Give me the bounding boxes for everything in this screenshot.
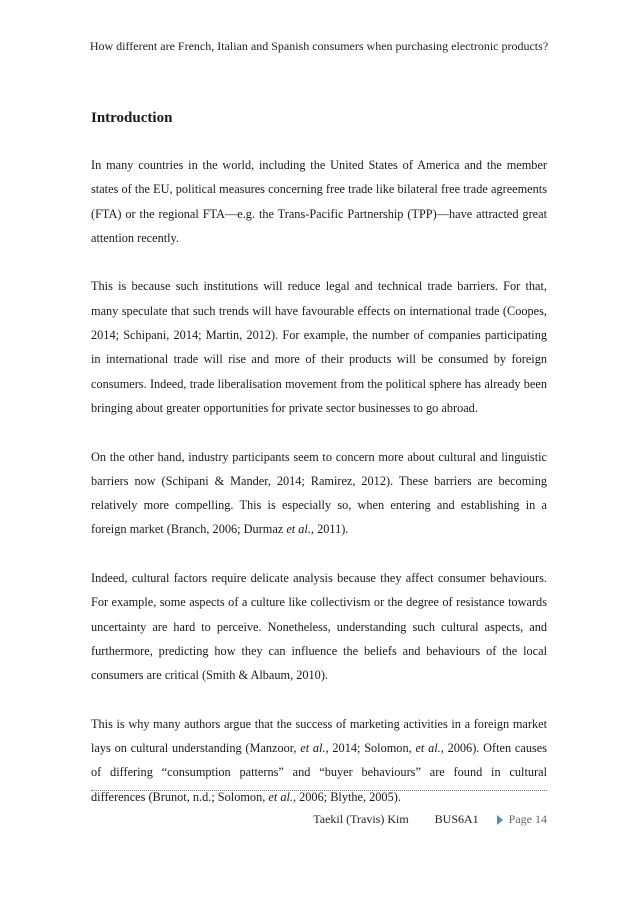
footer-author: Taekil (Travis) Kim — [313, 812, 409, 826]
page-footer — [313, 812, 547, 827]
text-run: Indeed, cultural factors require delicate analysis because they affect consumer behaviours. For example, some aspects of a culture like collectivism or the degree of resistance towards uncertainty are hard to perceive. Nonetheless, understanding such cultural aspects, and furthermore, predicting how they can influence the beliefs and behaviours of the local consumers are critical (Smith & Albaum, 2010). — [91, 571, 547, 683]
text-run: In many countries in the world, including the United States of America and the member states of the EU, political measures concerning free trade like bilateral free trade agreements (FTA) or the regional FTA—e.g. the Trans-Pacific Partnership (TPP)—have attracted great attention recently. — [91, 158, 547, 245]
paragraph — [91, 274, 547, 420]
text-run: This is because such institutions will reduce legal and technical trade barriers. For that, many speculate that such trends will have favourable effects on international trade (Coopes, 2014; Schipani, 2014; Martin, 2012). For example, the number of companies participating in international trade will rise and more of their products will be consumed by foreign consumers. Indeed, trade liberalisation movement from the political sphere has already been bringing about greater opportunities for private sector businesses to go abroad. — [91, 279, 547, 415]
page-header: How different are French, Italian and Spanish consumers when purchasing electronic products? — [89, 39, 549, 53]
text-run: On the other hand, industry participants seem to concern more about cultural and linguistic barriers now (Schipani & Mander, 2014; Ramirez, 2012). These barriers are becoming relatively more compelling. This is especially so, when entering and establishing in a foreign market (Branch, 2006; Durmaz — [91, 449, 547, 537]
text-run: , 2014; Solomon, — [325, 741, 416, 756]
paragraph — [91, 445, 547, 542]
page-arrow-icon — [497, 815, 503, 825]
section-heading: Introduction — [91, 110, 173, 126]
italic-run: et al. — [415, 741, 441, 756]
italic-run: et al. — [300, 741, 326, 756]
body-text — [91, 153, 547, 833]
text-run: This is why many authors argue that the success of marketing activities in a foreign market lays on cultural understanding (Manzoor, — [91, 716, 547, 756]
footer-course-code: BUS6A1 — [434, 812, 479, 826]
text-run: , 2006; Blythe, 2005). — [292, 789, 401, 804]
paragraph — [91, 566, 547, 687]
italic-run: et al., — [286, 522, 314, 537]
text-run: 2011). — [314, 522, 349, 537]
footer-page-number: Page 14 — [508, 812, 547, 826]
paragraph — [91, 712, 547, 809]
paragraph — [91, 153, 547, 250]
footer-divider — [91, 790, 547, 791]
text-run: , 2006). Often causes of differing “consumption patterns” and “buyer behaviours” are found in cultural differences (Brunot, n.d.; Solomon, — [91, 741, 547, 804]
italic-run: et al. — [268, 789, 293, 804]
